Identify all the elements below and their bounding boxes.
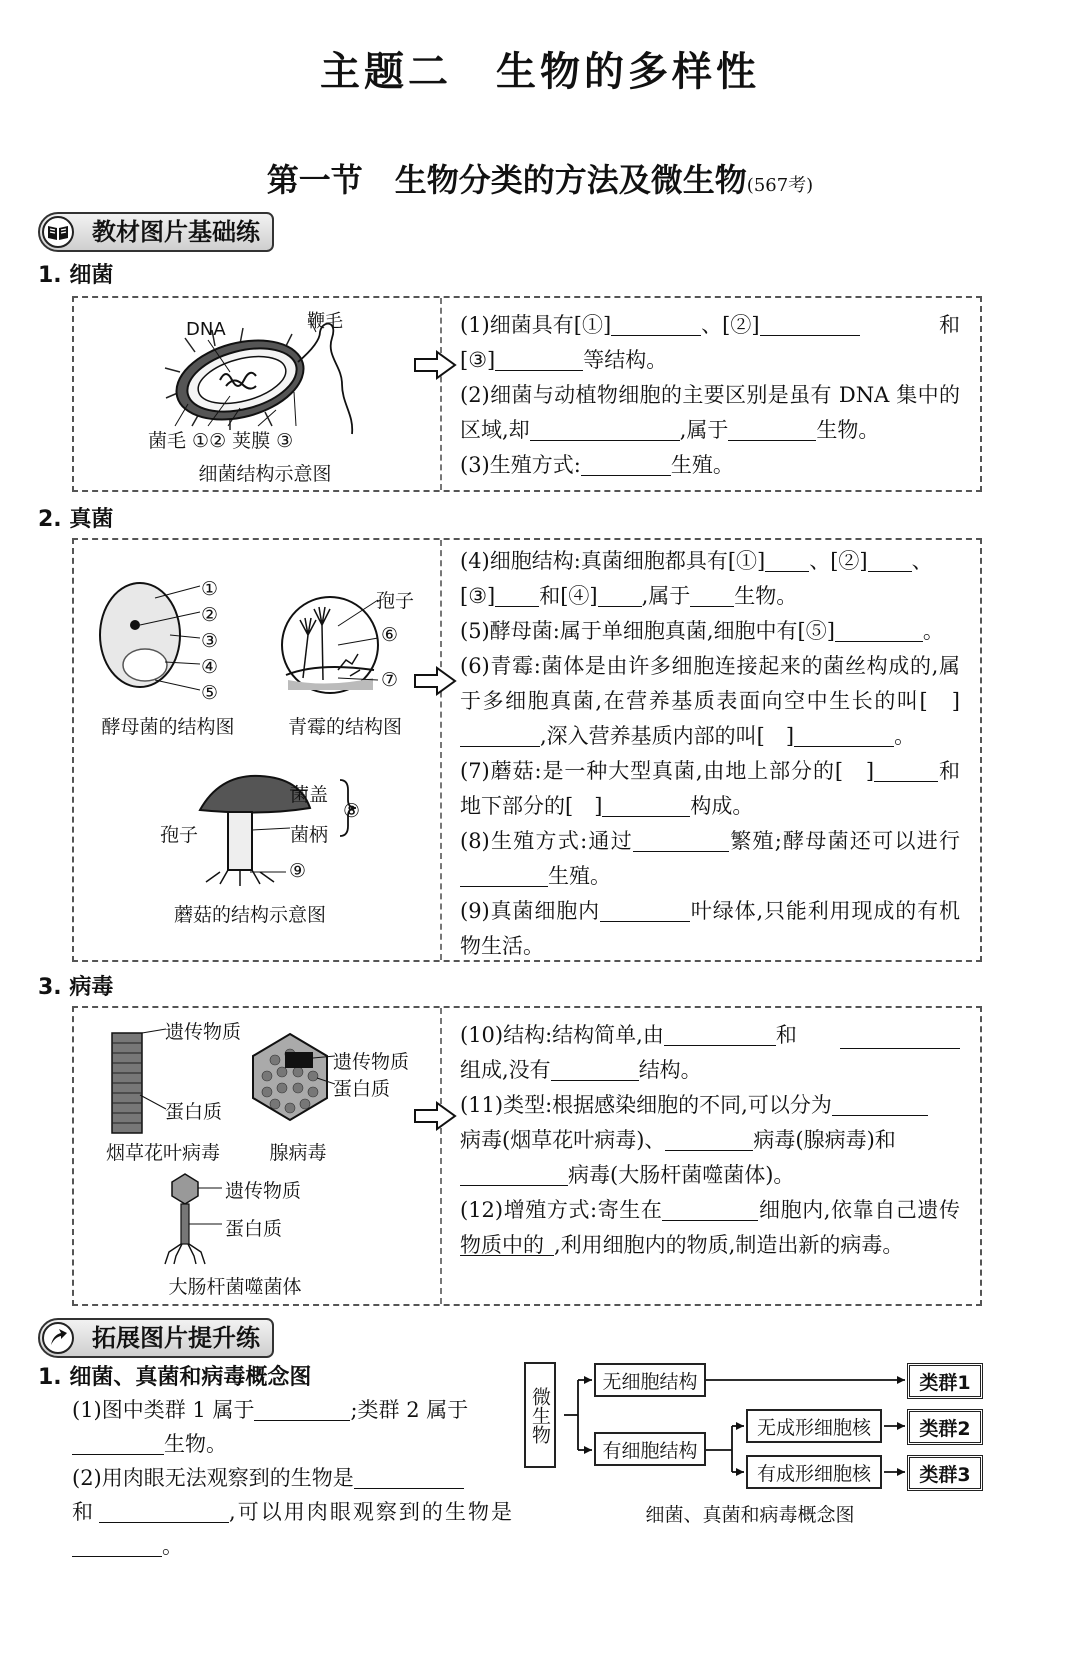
concept-heading: 1. 细菌、真菌和病毒概念图 <box>38 1365 312 1390</box>
penicillium-label-7: ⑦ <box>381 669 399 691</box>
concept-root-box <box>524 1362 556 1468</box>
phage-tail <box>181 1204 189 1244</box>
banner-textbook-practice <box>38 212 274 252</box>
yeast-vacuole <box>123 649 167 681</box>
yeast-nucleus <box>130 620 140 630</box>
adeno-caption: 腺病毒 <box>269 1142 327 1164</box>
q4-blank-4[interactable] <box>598 582 642 607</box>
q9-text-a: (9)真菌细胞内 <box>460 899 600 923</box>
adenovirus-diagram <box>245 1030 335 1125</box>
concept-no-nucleus-label: 无成形细胞核 <box>756 1416 871 1439</box>
page-title: 主题二 生物的多样性 <box>320 49 760 95</box>
q11-blank-1[interactable] <box>832 1091 928 1116</box>
section-title-text: 第一节 生物分类的方法及微生物 <box>266 161 747 199</box>
concept-group2-label: 类群2 <box>919 1417 971 1440</box>
arrow-right-icon <box>413 1101 457 1131</box>
phage-head <box>172 1174 198 1204</box>
q5-text-b: 。 <box>922 619 944 643</box>
q2-text-b: ,属于 <box>679 418 729 442</box>
q7-text-c: 构成。 <box>690 794 754 818</box>
yeast-label-5: ⑤ <box>201 682 219 704</box>
concept-group3-label: 类群3 <box>919 1463 971 1486</box>
cq1-text-c: 生物。 <box>164 1432 227 1456</box>
q11-blank-2[interactable] <box>665 1126 753 1151</box>
bacteria-caption: 细菌结构示意图 <box>198 463 332 485</box>
cq1-blank-2[interactable] <box>72 1430 164 1455</box>
q8-blank-2[interactable] <box>460 862 548 887</box>
yeast-label-2: ② <box>201 604 219 626</box>
q2-text-a: (2)细菌与动植物细胞的主要区别是虽有 DNA 集中的区域,却 <box>460 383 960 442</box>
q1-blank-3[interactable] <box>495 346 583 371</box>
virus-divider <box>440 1008 442 1304</box>
q4-text-g: 生物。 <box>734 584 798 608</box>
cq1-text-a: (1)图中类群 1 属于 <box>72 1398 255 1422</box>
q6-text-a: (6)青霉:菌体是由许多细胞连接起来的菌丝构成的,属于多细胞真菌,在营养基质表面向空中生长的叫[ ] <box>460 654 960 713</box>
q12-blank-1[interactable] <box>662 1196 758 1221</box>
q1-blank-2[interactable] <box>760 311 860 336</box>
q3-blank-1[interactable] <box>581 451 671 476</box>
q12-text-a: (12)增殖方式:寄生在 <box>460 1198 663 1222</box>
cq2-text-d: 。 <box>162 1534 183 1558</box>
penicillium-label-6: ⑥ <box>381 624 399 646</box>
q10-text-d: 结构。 <box>638 1058 702 1082</box>
concept-group1-box <box>907 1363 983 1399</box>
concept-group3-box <box>907 1455 983 1491</box>
q11-text-b: 病毒(烟草花叶病毒)、 <box>460 1128 666 1152</box>
penicillium-caption: 青霉的结构图 <box>287 716 402 738</box>
bacteria-questions <box>460 308 960 483</box>
cq2-text-a: (2)用肉眼无法观察到的生物是 <box>72 1466 354 1490</box>
mushroom-stalk <box>228 812 252 870</box>
q11-text-d: 病毒(大肠杆菌噬菌体)。 <box>568 1163 795 1187</box>
q12-continuation <box>460 1228 960 1263</box>
exam-count-note: (567考) <box>746 175 814 196</box>
bacteria-divider <box>440 298 442 490</box>
q1-text-d: [③] <box>460 348 496 372</box>
concept-has-cell-box <box>594 1432 706 1466</box>
yeast-label-1: ① <box>201 578 219 600</box>
q12-blank-2[interactable] <box>460 1231 554 1256</box>
concept-group2-box <box>907 1409 983 1445</box>
arrow-up-right-icon <box>42 1322 74 1354</box>
yeast-label-4: ④ <box>201 656 219 678</box>
q8-text-b: 繁殖;酵母菌还可以进行 <box>728 829 960 853</box>
q4-text-b: 、[②] <box>809 549 868 573</box>
penicillium-view <box>282 597 378 693</box>
adeno-protein-label: 蛋白质 <box>333 1078 391 1100</box>
banner-extension-label: 拓展图片提升练 <box>92 1324 260 1352</box>
concept-group1-label: 类群1 <box>919 1371 971 1394</box>
cq2-text-c: ,可以用肉眼观察到的生物是 <box>229 1500 512 1524</box>
q2-text-c: 生物。 <box>816 418 880 442</box>
yeast-label-3: ③ <box>201 630 219 652</box>
cq1-text-b: ;类群 2 属于 <box>350 1398 469 1422</box>
virus-questions <box>460 1018 960 1263</box>
tmv-protein-label: 蛋白质 <box>165 1101 223 1123</box>
q7-text-b: 和地下部分的[ ] <box>460 759 961 818</box>
concept-has-nucleus-box <box>746 1455 882 1489</box>
concept-has-cell-label: 有细胞结构 <box>602 1439 698 1462</box>
label-bacteria-parts: 菌毛 ①② 荚膜 ③ <box>148 430 294 452</box>
q4-blank-1[interactable] <box>765 547 809 572</box>
q8-text-c: 生殖。 <box>548 864 611 888</box>
q7-text-a: (7)蘑菇:是一种大型真菌,由地上部分的[ ] <box>460 759 875 783</box>
q6-blank-1[interactable] <box>460 722 540 747</box>
q8-blank-1[interactable] <box>633 827 729 852</box>
adenovirus-core-cutaway <box>285 1052 313 1068</box>
phage-caption: 大肠杆菌噬菌体 <box>168 1276 302 1298</box>
arrow-right-icon <box>413 350 457 380</box>
q2-blank-2[interactable] <box>728 416 816 441</box>
cq2-text-b: 和 <box>72 1500 96 1524</box>
cq2-blank-2[interactable] <box>99 1498 229 1523</box>
q11-blank-3[interactable] <box>460 1161 568 1186</box>
q1-text-e: 等结构。 <box>583 348 668 372</box>
mushroom-caption: 蘑菇的结构示意图 <box>173 904 326 926</box>
q10-text-c: 组成,没有 <box>460 1058 551 1082</box>
q5-blank-1[interactable] <box>835 617 923 642</box>
q4-text-f: ,属于 <box>641 584 691 608</box>
q11-text-a: (11)类型:根据感染细胞的不同,可以分为 <box>460 1093 832 1117</box>
cq2-blank-3[interactable] <box>72 1532 162 1557</box>
phage-genetic-label: 遗传物质 <box>225 1180 302 1202</box>
adeno-genetic-label: 遗传物质 <box>333 1051 410 1073</box>
phage-tail-fibers <box>165 1244 205 1264</box>
q4-text-d: [③] <box>460 584 496 608</box>
q4-text-e: 和[④] <box>539 584 598 608</box>
q6-text-c: 。 <box>894 724 916 748</box>
q9-blank-1[interactable] <box>600 897 690 922</box>
q10-blank-1[interactable] <box>664 1021 776 1046</box>
q11-text-c: 病毒(腺病毒)和 <box>753 1128 896 1152</box>
cq1-blank-1[interactable] <box>254 1396 350 1421</box>
fungi-heading: 2. 真菌 <box>38 507 114 532</box>
q4-blank-2[interactable] <box>868 547 912 572</box>
bacteria-flagellum <box>298 324 352 434</box>
mushroom-spore-label: 孢子 <box>160 824 199 846</box>
banner-textbook-label: 教材图片基础练 <box>92 218 260 246</box>
q1-text-b: 、[②] <box>701 313 760 337</box>
virus-heading: 3. 病毒 <box>38 975 114 1000</box>
q1-blank-1[interactable] <box>611 311 701 336</box>
q3-text-b: 生殖。 <box>670 453 734 477</box>
concept-no-cell-box <box>594 1363 706 1397</box>
label-dna: DNA <box>186 319 226 340</box>
yeast-caption: 酵母菌的结构图 <box>101 716 235 738</box>
q10-text-b: 和 <box>775 1023 797 1047</box>
penicillium-spore-label: 孢子 <box>376 590 415 612</box>
q2-blank-1[interactable] <box>530 416 680 441</box>
concept-map-caption: 细菌、真菌和病毒概念图 <box>645 1504 855 1526</box>
q7-blank-1[interactable] <box>874 757 938 782</box>
q4-blank-3[interactable] <box>495 582 539 607</box>
mushroom-cap-label: 菌盖 <box>290 784 329 806</box>
q7-blank-2[interactable] <box>602 792 690 817</box>
q10-text-a: (10)结构:结构简单,由 <box>460 1023 664 1047</box>
label-flagellum: 鞭毛 <box>307 311 343 332</box>
mushroom-diagram <box>190 772 370 892</box>
fungi-questions <box>460 544 960 964</box>
yeast-labels <box>201 576 218 706</box>
q10-blank-2[interactable] <box>840 1024 960 1049</box>
q1-text-a: (1)细菌具有[①] <box>460 313 612 337</box>
tmv-caption: 烟草花叶病毒 <box>105 1142 220 1164</box>
q10-blank-3[interactable] <box>551 1056 639 1081</box>
tmv-genetic-label: 遗传物质 <box>165 1021 242 1043</box>
q8-text-a: (8)生殖方式:通过 <box>460 829 633 853</box>
concept-questions <box>72 1393 512 1563</box>
phage-protein-label: 蛋白质 <box>225 1218 283 1240</box>
q9-text-b: 叶绿体,只能利用现成的有机物生活。 <box>460 899 960 958</box>
q4-text-a: (4)细胞结构:真菌细胞都具有[①] <box>460 549 766 573</box>
book-icon <box>42 216 74 248</box>
q12-text-b: 细胞内,依靠自己遗传物质中的 <box>460 1198 960 1257</box>
concept-no-cell-label: 无细胞结构 <box>602 1370 698 1393</box>
mushroom-label-9: ⑨ <box>289 860 307 882</box>
banner-extension-practice <box>38 1318 274 1358</box>
q4-text-c: 、 <box>911 549 933 573</box>
q12-text-c-visible: ,利用细胞内的物质,制造出新的病毒。 <box>554 1233 904 1257</box>
q6-text-b: ,深入营养基质内部的叫[ ] <box>540 724 795 748</box>
q1-text-c: 和 <box>939 313 960 337</box>
q6-blank-2[interactable] <box>794 722 894 747</box>
bacteria-heading: 1. 细菌 <box>38 263 114 288</box>
arrow-right-icon <box>413 666 457 696</box>
q3-text-a: (3)生殖方式: <box>460 453 581 477</box>
phage-diagram <box>160 1172 230 1267</box>
mushroom-stalk-label: 菌柄 <box>290 824 329 846</box>
q4-blank-5[interactable] <box>690 582 734 607</box>
concept-has-nucleus-label: 有成形细胞核 <box>756 1462 871 1485</box>
mushroom-label-8: ⑧ <box>343 800 361 822</box>
concept-root-label: 微生物 <box>529 1386 551 1444</box>
fungi-divider <box>440 540 442 960</box>
section-title <box>0 155 1080 201</box>
concept-no-nucleus-box <box>746 1409 882 1443</box>
q5-text-a: (5)酵母菌:属于单细胞真菌,细胞中有[⑤] <box>460 619 835 643</box>
cq2-blank-1[interactable] <box>354 1464 464 1489</box>
